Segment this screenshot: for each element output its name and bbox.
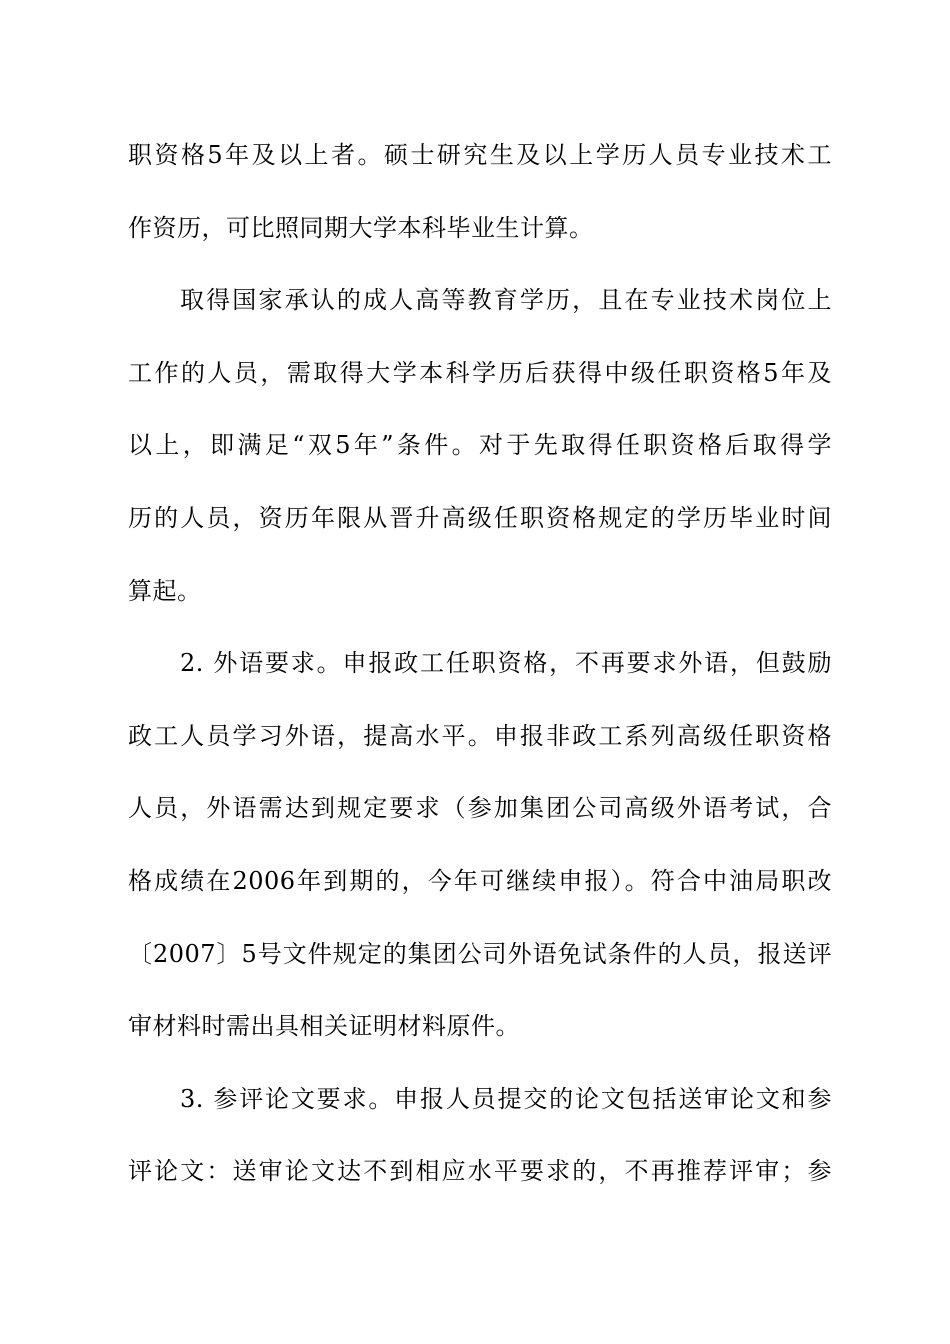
text-line: 以上，即满足“双5年”条件。对于先取得任职资格后取得学 bbox=[128, 431, 832, 460]
body-text bbox=[128, 125, 832, 1214]
text-line: 历的人员，资历年限从晋升高级任职资格规定的学历毕业时间 bbox=[128, 503, 832, 532]
text-line: 算起。 bbox=[128, 576, 202, 605]
text-line: 审材料时需出具相关证明材料原件。 bbox=[128, 1012, 520, 1041]
text-line: 格成绩在2006年到期的，今年可继续申报）。符合中油局职改 bbox=[128, 866, 832, 895]
text-line: 评论文：送审论文达不到相应水平要求的，不再推荐评审；参 bbox=[128, 1157, 832, 1186]
text-line: 2. 外语要求。申报政工任职资格，不再要求外语，但鼓励 bbox=[180, 649, 832, 678]
text-line: 工作的人员，需取得大学本科学历后获得中级任职资格5年及 bbox=[128, 358, 832, 387]
text-line: 人员，外语需达到规定要求（参加集团公司高级外语考试，合 bbox=[128, 794, 832, 823]
text-line: 3. 参评论文要求。申报人员提交的论文包括送审论文和参 bbox=[180, 1084, 832, 1113]
text-line: 作资历，可比照同期大学本科毕业生计算。 bbox=[128, 213, 594, 242]
text-line: 取得国家承认的成人高等教育学历，且在专业技术岗位上 bbox=[180, 286, 832, 315]
text-line: 职资格5年及以上者。硕士研究生及以上学历人员专业技术工 bbox=[128, 141, 832, 169]
text-line: 政工人员学习外语，提高水平。申报非政工系列高级任职资格 bbox=[128, 721, 832, 750]
text-line: 〔2007〕5号文件规定的集团公司外语免试条件的人员，报送评 bbox=[128, 939, 832, 968]
